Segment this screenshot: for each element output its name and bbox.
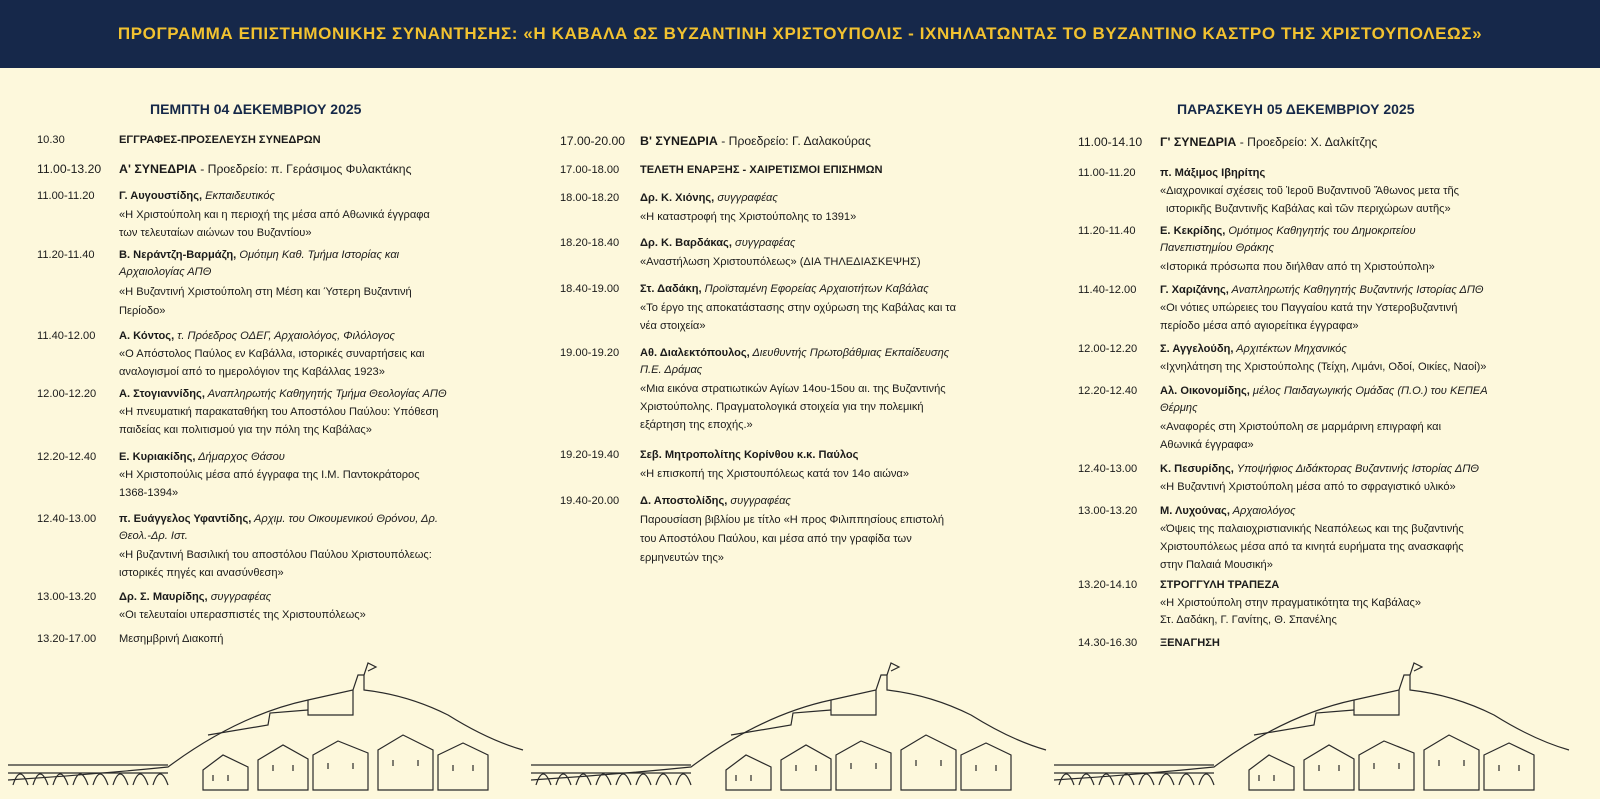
time-slot: 12.00-12.20 [37,388,97,400]
time-slot: 11.20-11.40 [1078,225,1136,237]
speaker-name: Μ. Λυχούνας, [1160,505,1230,517]
speaker-name: Γ. Χαριζάνης, [1160,284,1229,296]
time-slot: 11.40-12.00 [37,330,96,342]
time-slot: 11.00-14.10 [1078,135,1143,149]
day1-evening-schedule [560,0,1040,660]
speaker-role: συγγραφέας [731,237,796,249]
talk-line: αναλογισμοί από το ημερολόγιον της Καβάλλας 1923» [119,366,385,378]
speaker-role: Ομότιμος Καθηγητής του Δημοκριτείου [1225,225,1416,237]
time-slot: 13.00-13.20 [37,591,97,603]
talk-line: «Η επισκοπή της Χριστουπόλεως κατά τον 14ο αιώνα» [640,468,909,480]
castle-sketch-illustration [8,655,528,795]
talk-line: «Όψεις της παλαιοχριστιανικής Νεαπόλεως και της βυζαντινής [1160,523,1464,535]
speaker-role: συγγραφέας [207,591,272,603]
talk-line: «Η βυζαντινή Βασιλική του αποστόλου Παύλου Χριστουπόλεως: [119,549,432,561]
talk-line: 1368-1394» [119,487,179,499]
talk-line: του Αποστόλου Παύλου, και μέσα από την γραφίδα των [640,533,912,545]
time-slot: 19.40-20.00 [560,495,620,507]
speaker-role: Ομότιμη Καθ. Τμήμα Ιστορίας και [236,249,400,261]
program-title: ΠΡΟΓΡΑΜΜΑ ΕΠΙΣΤΗΜΟΝΙΚΗΣ ΣΥΝΑΝΤΗΣΗΣ: «Η ΚΑΒΑΛΑ ΩΣ ΒΥΖΑΝΤΙΝΗ ΧΡΙΣΤΟΥΠΟΛΙΣ - ΙΧΝΗΛΑΤΩΝΤΑΣ ΤΟ ΒΥΖΑΝΤΙΝΟ ΚΑΣΤΡΟ ΤΗΣ ΧΡΙΣΤΟΥΠΟΛΕΩΣ» [117,24,1483,43]
speaker-name: Δρ. Κ. Χιόνης, [640,192,715,204]
speaker-name: Β. Νεράντζη-Βαρμάζη, [119,249,237,261]
speaker-name: Α. Στογιαννίδης, [119,388,205,400]
time-slot: 18.20-18.40 [560,237,620,249]
time-slot: 12.40-13.00 [1078,463,1138,475]
speaker-name: Α. Κόντος, [119,330,175,342]
time-slot: 13.20-17.00 [37,633,97,645]
talk-line: «Οι νότιες υπώρειες του Παγγαίου κατά την Υστεροβυζαντινή [1160,302,1458,314]
speaker-name: Στ. Δαδάκη, [640,283,702,295]
talk-line: «Διαχρονικαί σχέσεις τοῦ Ἱεροῦ Βυζαντινοῦ Ἄθωνος μετα τῆς [1160,185,1459,197]
speaker-name: Σεβ. Μητροπολίτης Κορίνθου κ.κ. Παύλος [640,449,859,461]
talk-line: παιδείας και πολιτισμού για την πόλη της Καβάλας» [119,424,372,436]
talk-line: περίοδο μέσα από αγιορείτικα έγγραφα» [1160,320,1359,332]
time-slot: 12.40-13.00 [37,513,97,525]
time-slot: 11.00-13.20 [37,162,102,176]
day2-schedule [1078,0,1578,660]
speaker-name: Δ. Αποστολίδης, [640,495,728,507]
speaker-name: π. Μάξιμος Ιβηρίτης [1160,167,1266,179]
talk-line: «Η Βυζαντινή Χριστούπολη στη Μέση και Ύστερη Βυζαντινή [119,286,412,298]
speaker-name: Ε. Κυριακίδης, [119,451,196,463]
speaker-role: Αρχιμ. του Οικουμενικού Θρόνου, Δρ. [251,513,438,525]
time-slot: 14.30-16.30 [1078,637,1138,649]
speaker-role: μέλος Παιδαγωγικής Ομάδας (Π.Ο.) του ΚΕΠΕΑ [1249,385,1488,397]
speaker-role: Αρχαιολογίας ΑΠΘ [119,266,212,278]
talk-line: εξάρτηση της εποχής.» [640,419,753,431]
speaker-name: Αλ. Οικονομίδης, [1160,385,1250,397]
talk-line: «Αναστήλωση Χριστουπόλεως» (ΔΙΑ ΤΗΛΕΔΙΑΣΚΕΨΗΣ) [640,256,921,268]
talk-line: Χριστούπολης. Πραγματολογικά στοιχεία για την πολεμική [640,401,924,413]
talk-line: «Η Χριστοπούλις μέσα από έγγραφα της Ι.Μ. Παντοκράτορος [119,469,420,481]
talk-line: «Ο Απόστολος Παύλος εν Καβάλλα, ιστορικές συναρτήσεις και [119,348,425,360]
speaker-role: τ. Πρόεδρος ΟΔΕΓ, Αρχαιολόγος, Φιλόλογος [174,330,395,342]
time-slot: 19.00-19.20 [560,347,620,359]
time-slot: 11.20-11.40 [37,249,95,261]
talk-line: Παρουσίαση βιβλίου με τίτλο «Η προς Φιλιππησίους επιστολή [640,514,945,526]
speaker-role: Προϊσταμένη Εφορείας Αρχαιοτήτων Καβάλας [701,283,929,295]
talk-line: στην Παλαιά Μουσική» [1160,559,1273,571]
talk-line: «Το έργο της αποκατάστασης στην οχύρωση της Καβάλας και τα [640,302,957,314]
talk-line: «Αναφορές στη Χριστούπολη σε μαρμάρινη επιγραφή και [1160,421,1442,433]
speaker-name: Σ. Αγγελούδη, [1160,343,1234,355]
time-slot: 12.20-12.40 [1078,385,1138,397]
session-chair: - Προεδρείο: Γ. Δαλακούρας [717,134,871,148]
time-slot: 12.00-12.20 [1078,343,1138,355]
speaker-role: συγγραφέας [727,495,791,507]
speaker-role: Διευθυντής Πρωτοβάθμιας Εκπαίδευσης [749,347,950,359]
castle-sketch-illustration [1054,655,1574,795]
entry-title: ΕΓΓΡΑΦΕΣ-ΠΡΟΣΕΛΕΥΣΗ ΣΥΝΕΔΡΩΝ [119,134,321,146]
time-slot: 18.40-19.00 [560,283,620,295]
talk-line: «Η Χριστούπολη στην πραγματικότητα της Καβάλας» [1160,597,1422,609]
speaker-role: Πανεπιστημίου Θράκης [1160,242,1274,254]
talk-line: «Ιχνηλάτηση της Χριστούπολης (Τείχη, Λιμάνι, Οδοί, Οικίες, Ναοί)» [1160,361,1487,373]
time-slot: 13.20-14.10 [1078,579,1138,591]
entry-title: ΞΕΝΑΓΗΣΗ [1160,637,1220,649]
day1-schedule [37,0,507,660]
break-label: Μεσημβρινή Διακοπή [119,633,224,645]
speaker-role: Θεολ.-Δρ. Ιστ. [119,530,188,542]
speaker-name: Δρ. Σ. Μαυρίδης, [119,591,208,603]
day2-heading: ΠΑΡΑΣΚΕΥΗ 05 ΔΕΚΕΜΒΡΙΟΥ 2025 [1177,101,1415,117]
talk-line: Περίοδο» [119,305,166,317]
talk-line: «Η Χριστούπολη και η περιοχή της μέσα από Αθωνικά έγγραφα [119,209,430,221]
time-slot: 17.00-20.00 [560,134,626,148]
talk-line: ιστορικές πηγές και ανασύνθεση» [119,567,284,579]
time-slot: 12.20-12.40 [37,451,97,463]
speaker-role: Θέρμης [1160,402,1198,414]
speaker-role: Αρχαιολόγος [1229,505,1296,517]
speaker-name: Αθ. Διαλεκτόπουλος, [640,347,750,359]
speaker-role: Αρχιτέκτων Μηχανικός [1233,343,1347,355]
castle-sketch-illustration [531,655,1051,795]
speaker-name: Γ. Αυγουστίδης, [119,190,203,202]
session-name: Γ' ΣΥΝΕΔΡΙΑ [1160,135,1237,149]
speaker-role: Π.Ε. Δράμας [640,364,703,376]
speaker-name: Δρ. Κ. Βαρδάκας, [640,237,732,249]
time-slot: 10.30 [37,134,65,146]
talk-line: ερμηνευτών της» [640,552,724,564]
speaker-role: συγγραφέας [714,192,778,204]
time-slot: 18.00-18.20 [560,192,620,204]
talk-line: Αθωνικά έγγραφα» [1160,439,1254,451]
time-slot: 17.00-18.00 [560,164,620,176]
speaker-role: Δήμαρχος Θάσου [195,451,285,463]
speaker-role: Υποψήφιος Διδάκτορας Βυζαντινής Ιστορίας ΔΠΘ [1233,463,1479,475]
time-slot: 19.20-19.40 [560,449,620,461]
talk-line: «Η καταστροφή της Χριστούπολης το 1391» [640,211,857,223]
talk-line: Χριστουπόλεως μέσα από τα κινητά ευρήματα της ανασκαφής [1160,541,1464,553]
time-slot: 13.00-13.20 [1078,505,1138,517]
speaker-name: Κ. Πεσυρίδης, [1160,463,1234,475]
talk-line: «Οι τελευταίοι υπερασπιστές της Χριστουπόλεως» [119,609,366,621]
speaker-name: π. Ευάγγελος Υφαντίδης, [119,513,252,525]
session-name: Α' ΣΥΝΕΔΡΙΑ [119,162,197,176]
talk-line: «Η Βυζαντινή Χριστούπολη μέσα από το σφραγιστικό υλικό» [1160,481,1456,493]
speaker-role: Αναπληρωτής Καθηγητής Βυζαντινής Ιστορίας ΔΠΘ [1228,284,1484,296]
talk-line: «Ιστορικά πρόσωπα που διήλθαν από τη Χριστούπολη» [1160,261,1435,273]
day1-heading: ΠΕΜΠΤΗ 04 ΔΕΚΕΜΒΡΙΟΥ 2025 [150,101,362,117]
talk-line: νέα στοιχεία» [640,320,706,332]
talk-line: ιστορικῆς Βυζαντινῆς Καβάλας καὶ τῶν περιχώρων αυτῆς» [1166,203,1451,215]
talk-line: των τελευταίων αιώνων του Βυζαντίου» [119,227,312,239]
talk-line: «Η πνευματική παρακαταθήκη του Αποστόλου Παύλου: Υπόθεση [119,406,439,418]
entry-title: ΤΕΛΕΤΗ ΕΝΑΡΞΗΣ - ΧΑΙΡΕΤΙΣΜΟΙ ΕΠΙΣΗΜΩΝ [640,164,883,176]
session-name: Β' ΣΥΝΕΔΡΙΑ [640,134,718,148]
speaker-name: Ε. Κεκρίδης, [1160,225,1226,237]
speaker-role: Αναπληρωτής Καθηγητής Τμήμα Θεολογίας ΑΠΘ [204,388,447,400]
session-chair: - Προεδρείο: π. Γεράσιμος Φυλακτάκης [196,162,412,176]
time-slot: 11.00-11.20 [37,190,95,202]
time-slot: 11.00-11.20 [1078,167,1136,179]
talk-line: Στ. Δαδάκη, Γ. Γανίτης, Θ. Σπανέλης [1160,614,1337,626]
speaker-role: Εκπαιδευτικός [202,190,275,202]
speaker-name: ΣΤΡΟΓΓΥΛΗ ΤΡΑΠΕΖΑ [1160,579,1280,591]
talk-line: «Μια εικόνα στρατιωτικών Αγίων 14ου-15ου αι. της Βυζαντινής [640,383,946,395]
session-chair: - Προεδρείο: Χ. Δαλκίτζης [1236,135,1378,149]
time-slot: 11.40-12.00 [1078,284,1137,296]
